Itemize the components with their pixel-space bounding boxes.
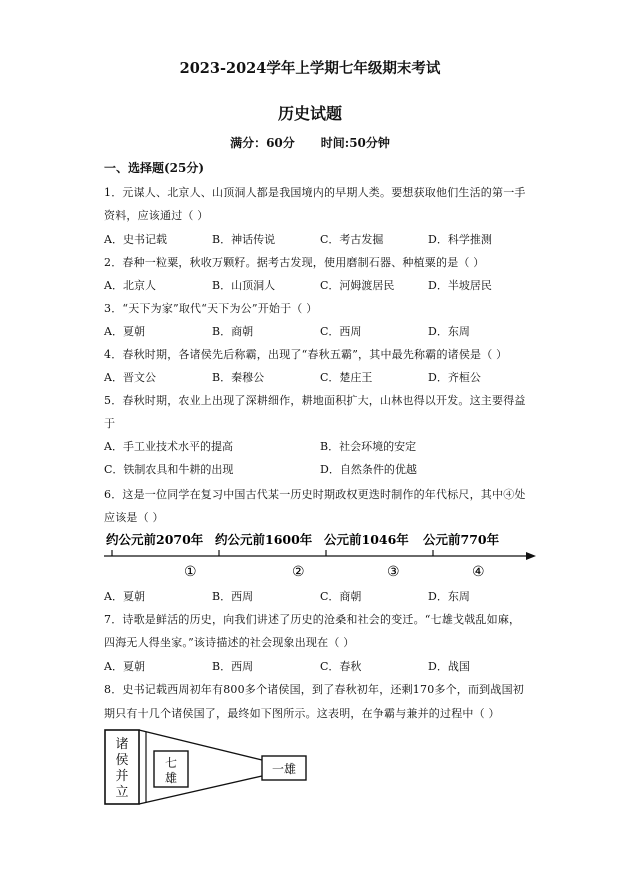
figure-char-2: 侯 xyxy=(115,753,129,768)
timeline-label-2: 约公元前1600年 xyxy=(215,532,313,547)
figure-middle-char-1: 七 xyxy=(164,756,178,770)
q4-option-d[interactable]: D．齐桓公 xyxy=(428,371,481,384)
figure-char-1: 诸 xyxy=(115,737,129,752)
q6-option-c[interactable]: C．商朝 xyxy=(320,590,362,603)
q6-line2: 应该是（ ） xyxy=(104,511,164,524)
timeline-arrow-icon xyxy=(526,552,536,560)
q2-option-b[interactable]: B．山顶洞人 xyxy=(212,279,276,292)
q4-option-c[interactable]: C．楚庄王 xyxy=(320,371,373,384)
figure-middle-char-2: 雄 xyxy=(164,771,178,785)
q5-line1: 5．春秋时期，农业上出现了深耕细作，耕地面积扩大，山林也得以开发。这主要得益 xyxy=(104,394,526,407)
q5-option-b[interactable]: B．社会环境的安定 xyxy=(320,440,417,453)
funnel-bottom-edge xyxy=(139,776,262,804)
q1-option-c[interactable]: C．考古发掘 xyxy=(320,233,384,246)
q7-option-d[interactable]: D．战国 xyxy=(428,660,470,673)
q4-option-b[interactable]: B．秦穆公 xyxy=(212,371,265,384)
timeline-marker-2: ② xyxy=(292,564,305,580)
timeline-label-1: 约公元前2070年 xyxy=(106,532,204,547)
timeline-ruler xyxy=(100,528,540,582)
q7-options xyxy=(104,658,524,674)
q3-option-c[interactable]: C．西周 xyxy=(320,325,362,338)
exam-title: 2023-2024学年上学期七年级期末考试 xyxy=(179,60,441,77)
q7-line2: 四海无人得坐家。”该诗描述的社会现象出现在（ ） xyxy=(104,636,355,649)
q1-line1: 1．元谋人、北京人、山顶洞人都是我国境内的早期人类。要想获取他们生活的第一手 xyxy=(104,186,526,199)
q4-option-a[interactable]: A．晋文公 xyxy=(104,371,156,384)
exam-subject: 历史试题 xyxy=(277,104,342,123)
exam-time: 时间:50分钟 xyxy=(320,136,390,150)
q3-option-b[interactable]: B．商朝 xyxy=(212,325,254,338)
timeline-label-4: 公元前770年 xyxy=(423,532,500,547)
q3-options xyxy=(104,323,524,339)
q5-option-c[interactable]: C．铁制农具和牛耕的出现 xyxy=(104,463,234,476)
q2-line1: 2．春种一粒粟，秋收万颗籽。据考古发现，使用磨制石器、种植粟的是（ ） xyxy=(104,256,485,269)
q1-option-d[interactable]: D．科学推测 xyxy=(428,233,492,246)
q1-option-b[interactable]: B．神话传说 xyxy=(212,233,276,246)
q4-line1: 4．春秋时期，各诸侯先后称霸，出现了“春秋五霸”，其中最先称霸的诸侯是（ ） xyxy=(104,348,508,361)
q1-line2: 资料，应该通过（ ） xyxy=(104,209,209,222)
q6-option-b[interactable]: B．西周 xyxy=(212,590,254,603)
timeline-marker-4: ④ xyxy=(472,564,485,580)
q6-options xyxy=(104,588,524,604)
q2-options xyxy=(104,277,524,293)
funnel-top-edge xyxy=(139,730,262,760)
q1-options xyxy=(104,231,524,247)
q5-option-a[interactable]: A．手工业技术水平的提高 xyxy=(104,440,233,453)
exam-meta xyxy=(0,134,620,151)
q3-option-d[interactable]: D．东周 xyxy=(428,325,470,338)
timeline-marker-1: ① xyxy=(184,564,197,580)
q3-line1: 3．“天下为家”取代“天下为公”开始于（ ） xyxy=(104,302,318,315)
funnel-figure xyxy=(104,726,314,810)
q4-options xyxy=(104,369,524,385)
full-score: 满分：60分 xyxy=(230,136,295,150)
q6-option-d[interactable]: D．东周 xyxy=(428,590,470,603)
q3-option-a[interactable]: A．夏朝 xyxy=(104,325,145,338)
figure-char-4: 立 xyxy=(115,785,129,800)
q2-option-c[interactable]: C．河姆渡居民 xyxy=(320,279,395,292)
figure-right-text: 一雄 xyxy=(271,762,297,776)
q2-option-a[interactable]: A．北京人 xyxy=(104,279,156,292)
q8-line2: 期只有十几个诸侯国了，最终如下图所示。这表明，在争霸与兼并的过程中（ ） xyxy=(104,707,500,720)
q7-option-b[interactable]: B．西周 xyxy=(212,660,254,673)
q2-option-d[interactable]: D．半坡居民 xyxy=(428,279,492,292)
q7-option-c[interactable]: C．春秋 xyxy=(320,660,362,673)
q5-options-row2 xyxy=(104,461,524,477)
q1-option-a[interactable]: A．史书记载 xyxy=(104,233,167,246)
q8-line1: 8．史书记载西周初年有800多个诸侯国，到了春秋初年，还剩170多个，而到战国初 xyxy=(104,683,524,696)
q7-option-a[interactable]: A．夏朝 xyxy=(104,660,145,673)
timeline-label-3: 公元前1046年 xyxy=(324,532,409,547)
q5-options-row1 xyxy=(104,438,524,454)
q6-option-a[interactable]: A．夏朝 xyxy=(104,590,145,603)
q7-line1: 7．诗歌是鲜活的历史，向我们讲述了历史的沧桑和社会的变迁。“七雄戈戟乱如麻， xyxy=(104,613,521,626)
q6-line1: 6．这是一位同学在复习中国古代某一历史时期政权更迭时制作的年代标尺，其中④处 xyxy=(104,488,526,501)
section-heading: 一、选择题(25分) xyxy=(104,161,205,175)
timeline-marker-3: ③ xyxy=(387,564,400,580)
q5-line2: 于 xyxy=(104,417,116,430)
figure-char-3: 并 xyxy=(115,769,129,784)
q5-option-d[interactable]: D．自然条件的优越 xyxy=(320,463,417,476)
